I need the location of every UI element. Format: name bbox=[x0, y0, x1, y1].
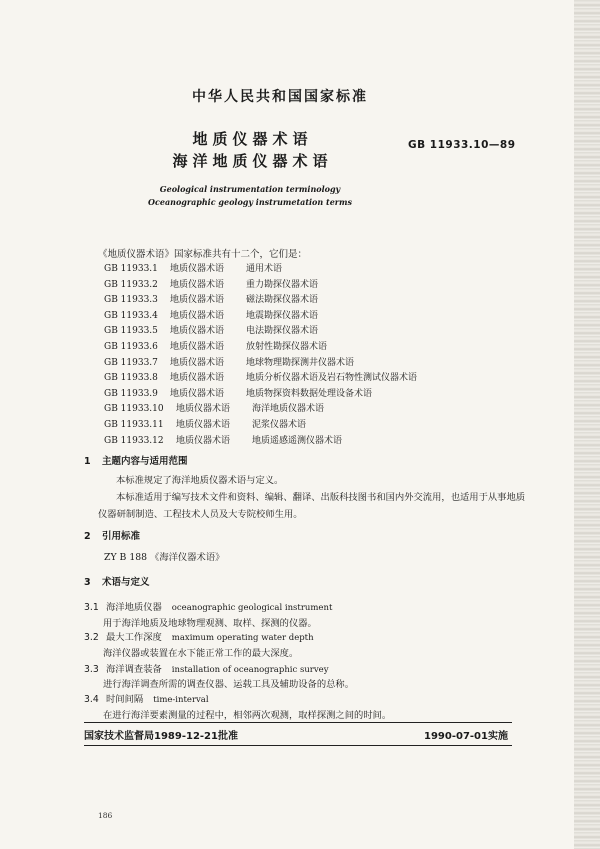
list-item bbox=[104, 292, 417, 308]
part-code: GB 11933.2 bbox=[104, 279, 158, 290]
part-series: 地质仪器术语 bbox=[170, 264, 225, 274]
list-item bbox=[104, 277, 417, 293]
term-en: installation of oceanographic survey bbox=[171, 665, 329, 675]
approval-note: 国家技术监督局1989-12-21批准 bbox=[84, 731, 238, 742]
term-zh: 海洋地质仪器 bbox=[106, 602, 162, 613]
section-1-paragraph-2-line-2: 仪器研制制造、工程技术人员及大专院校师生用。 bbox=[98, 509, 303, 520]
list-item bbox=[104, 355, 417, 371]
english-title-line-2: Oceanographic geology instrumetation terms bbox=[148, 197, 352, 207]
section-number: 1 bbox=[84, 456, 91, 467]
term-definition: 在进行海洋要素测量的过程中，相邻两次观测，取样探测之间的时间。 bbox=[103, 710, 392, 721]
parts-intro: 《地质仪器术语》国家标准共有十二个，它们是： bbox=[98, 249, 308, 260]
term-3-4 bbox=[84, 691, 209, 705]
standard-number: GB 11933.10—89 bbox=[408, 139, 516, 151]
part-name: 重力勘探仪器术语 bbox=[246, 279, 319, 290]
part-code: GB 11933.9 bbox=[104, 388, 158, 399]
part-code: GB 11933.5 bbox=[104, 326, 158, 337]
term-number: 3.3 bbox=[84, 664, 99, 675]
part-series: 地质仪器术语 bbox=[170, 279, 225, 290]
term-zh: 海洋调查装备 bbox=[106, 664, 162, 675]
part-code: GB 11933.8 bbox=[104, 373, 158, 384]
list-item bbox=[104, 401, 417, 417]
section-2-heading bbox=[84, 528, 140, 542]
list-item bbox=[104, 323, 417, 339]
section-1-paragraph-2-line-1: 本标准适用于编写技术文件和资料、编辑、翻译、出版科技图书和国内外交流用，也适用于从事地质 bbox=[116, 492, 526, 503]
title-line-1: 地质仪器术语 bbox=[192, 130, 313, 148]
part-series: 地质仪器术语 bbox=[176, 419, 231, 430]
term-en: oceanographic geological instrument bbox=[171, 603, 333, 613]
term-number: 3.2 bbox=[84, 632, 99, 643]
footer-bottom-divider bbox=[84, 745, 512, 746]
part-name: 地震勘探仪器术语 bbox=[246, 310, 319, 321]
term-number: 3.1 bbox=[84, 602, 99, 613]
section-1-paragraph-1: 本标准规定了海洋地质仪器术语与定义。 bbox=[116, 475, 284, 486]
standard-type-heading: 中华人民共和国国家标准 bbox=[192, 89, 368, 105]
list-item bbox=[104, 261, 417, 277]
section-title: 引用标准 bbox=[102, 531, 141, 542]
section-title: 主题内容与适用范围 bbox=[102, 456, 188, 467]
parts-list bbox=[104, 261, 417, 448]
part-series: 地质仪器术语 bbox=[170, 388, 225, 399]
list-item bbox=[104, 417, 417, 433]
term-3-2 bbox=[84, 629, 314, 643]
part-name: 放射性勘探仪器术语 bbox=[246, 341, 328, 352]
part-series: 地质仪器术语 bbox=[170, 326, 225, 337]
term-definition: 进行海洋调查所需的调查仪器、运载工具及辅助设备的总称。 bbox=[103, 679, 355, 690]
part-series: 地质仪器术语 bbox=[170, 357, 225, 368]
part-code: GB 11933.10 bbox=[104, 404, 164, 415]
section-number: 3 bbox=[84, 577, 91, 588]
term-3-3 bbox=[84, 661, 329, 675]
part-series: 地质仪器术语 bbox=[170, 373, 225, 384]
part-name: 通用术语 bbox=[246, 264, 283, 274]
section-1-heading bbox=[84, 453, 188, 467]
term-3-1 bbox=[84, 599, 332, 613]
term-definition: 海洋仪器或装置在水下能正常工作的最大深度。 bbox=[103, 648, 299, 659]
part-series: 地质仪器术语 bbox=[170, 341, 225, 352]
part-name: 磁法勘探仪器术语 bbox=[246, 295, 319, 306]
term-en: time-interval bbox=[153, 695, 209, 705]
part-code: GB 11933.7 bbox=[104, 357, 158, 368]
reference-standard: ZY B 188 《海洋仪器术语》 bbox=[104, 552, 225, 563]
scan-edge-artifact bbox=[574, 0, 600, 849]
implementation-date: 1990-07-01实施 bbox=[424, 731, 508, 742]
part-name: 地质分析仪器术语及岩石物性测试仪器术语 bbox=[246, 373, 418, 384]
part-series: 地质仪器术语 bbox=[176, 435, 231, 446]
list-item bbox=[104, 308, 417, 324]
list-item bbox=[104, 339, 417, 355]
section-3-heading bbox=[84, 574, 150, 588]
term-zh: 最大工作深度 bbox=[106, 632, 162, 643]
term-definition: 用于海洋地质及地球物理观测、取样、探测的仪器。 bbox=[103, 618, 317, 629]
footer-divider bbox=[84, 722, 512, 723]
list-item bbox=[104, 386, 417, 402]
list-item bbox=[104, 370, 417, 386]
term-number: 3.4 bbox=[84, 694, 99, 705]
part-name: 海洋地质仪器术语 bbox=[252, 404, 325, 415]
term-en: maximum operating water depth bbox=[171, 633, 314, 643]
part-name: 地质物探资料数据处理设备术语 bbox=[246, 388, 373, 399]
term-zh: 时间间隔 bbox=[106, 694, 144, 705]
part-series: 地质仪器术语 bbox=[170, 310, 225, 321]
english-title-line-1: Geological instrumentation terminology bbox=[159, 184, 341, 194]
part-code: GB 11933.4 bbox=[104, 310, 158, 321]
part-code: GB 11933.12 bbox=[104, 435, 164, 446]
part-code: GB 11933.6 bbox=[104, 341, 158, 352]
part-series: 地质仪器术语 bbox=[176, 404, 231, 415]
part-series: 地质仪器术语 bbox=[170, 295, 225, 306]
section-number: 2 bbox=[84, 531, 91, 542]
part-name: 地质遥感遥测仪器术语 bbox=[252, 435, 343, 446]
part-name: 泥浆仪器术语 bbox=[252, 419, 307, 430]
list-item bbox=[104, 433, 417, 449]
section-title: 术语与定义 bbox=[102, 577, 150, 588]
part-name: 电法勘探仪器术语 bbox=[246, 326, 319, 337]
part-code: GB 11933.11 bbox=[104, 419, 164, 430]
part-name: 地球物理勘探测井仪器术语 bbox=[246, 357, 355, 368]
part-code: GB 11933.3 bbox=[104, 295, 158, 306]
page-number: 186 bbox=[98, 811, 113, 820]
title-line-2: 海洋地质仪器术语 bbox=[172, 152, 333, 170]
part-code: GB 11933.1 bbox=[104, 264, 158, 274]
